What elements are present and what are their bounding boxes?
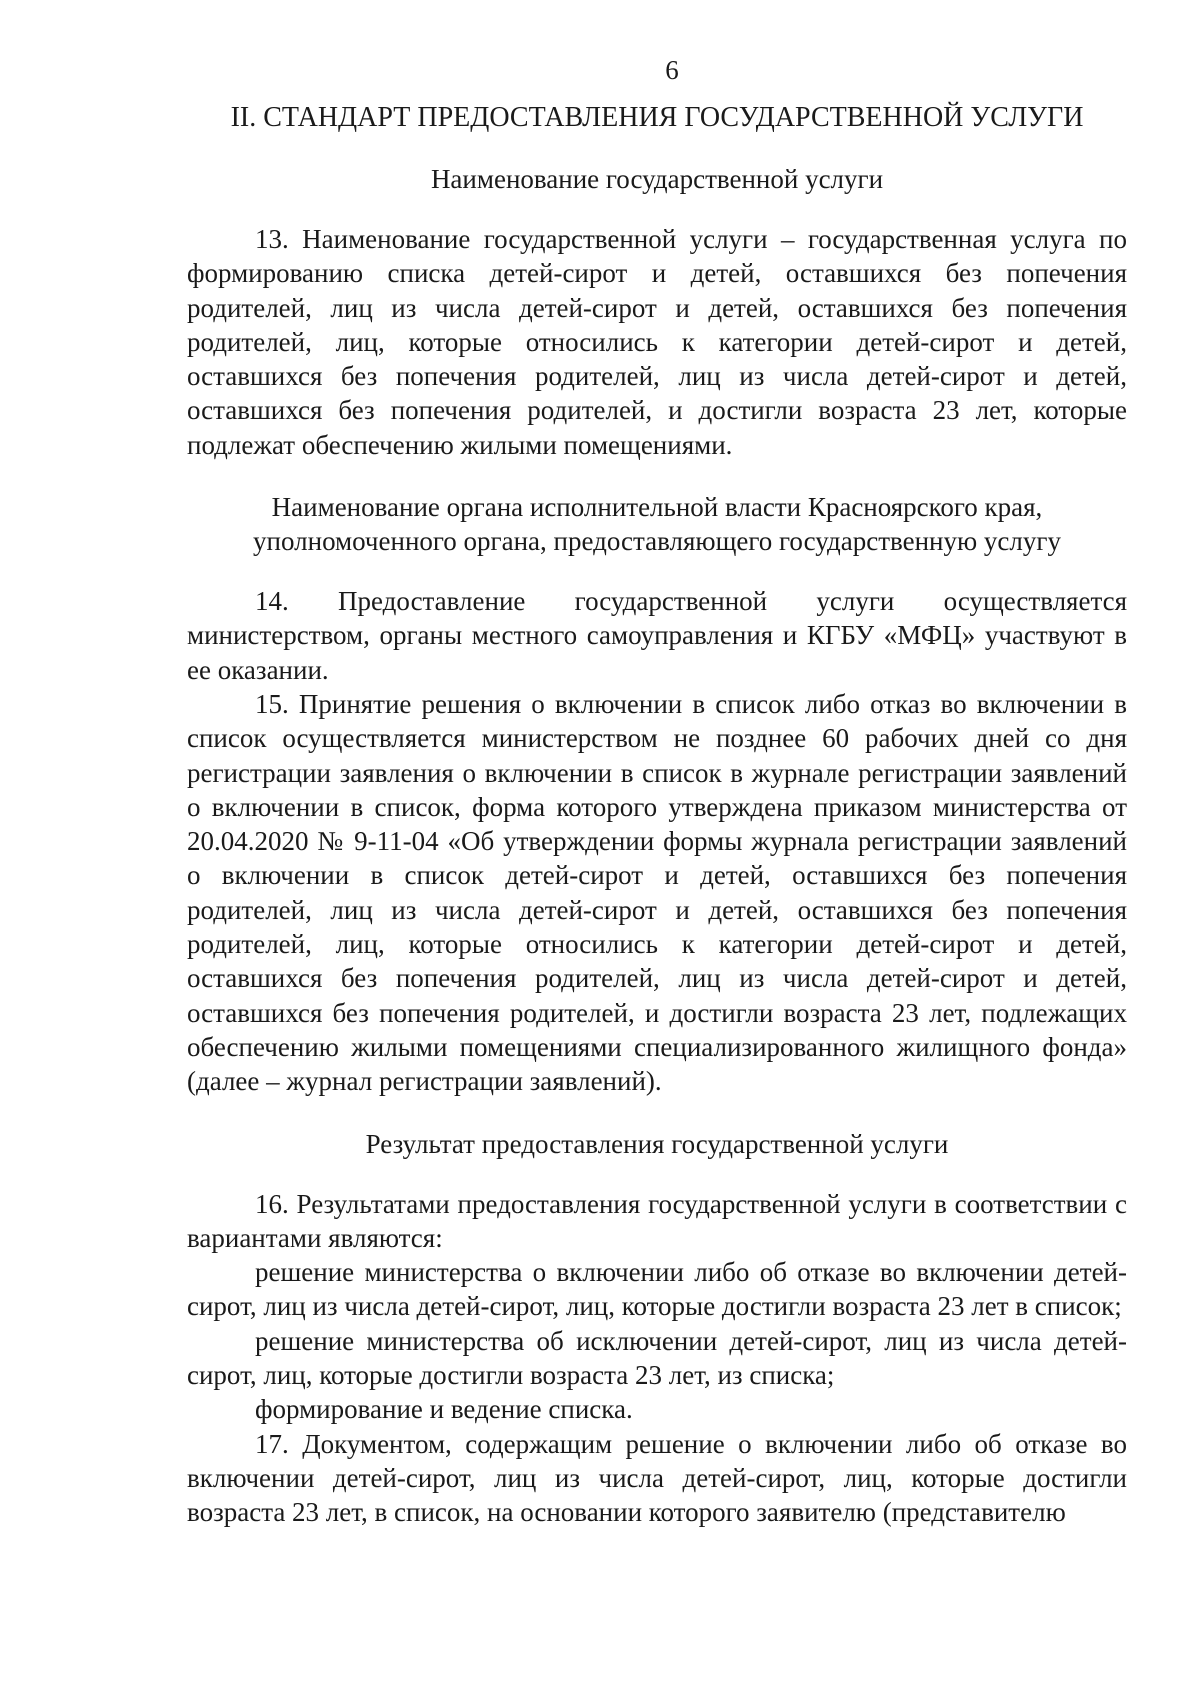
heading-authority-line1: Наименование органа исполнительной власти Красноярского края, xyxy=(271,492,1043,523)
heading-authority-line2: уполномоченного органа, предоставляющего государственную услугу xyxy=(253,526,1061,557)
paragraph-16: 16. Результатами предоставления государственной услуги в соответствии с вариантами являются: xyxy=(187,1188,1127,1253)
page-number: 6 xyxy=(665,55,679,85)
heading-result: Результат предоставления государственной услуги xyxy=(365,1128,949,1159)
paragraph-17: 17. Документом, содержащим решение о включении либо об отказе во включении детей-сирот, лиц из числа детей-сирот, лиц, которые достигли возраста 23 лет, в список, на основании которого заявителю (представителю xyxy=(187,1428,1127,1528)
paragraph-16-item-2: решение министерства об исключении детей-сирот, лиц из числа детей-сирот, лиц, которые достигли возраста 23 лет, из списка; xyxy=(187,1325,1127,1391)
paragraph-14: 14. Предоставление государственной услуги осуществляется министерством, органы местного самоуправления и КГБУ «МФЦ» участвуют в ее оказании. xyxy=(187,586,1127,685)
heading-authority xyxy=(187,490,1127,558)
paragraph-13: 13. Наименование государственной услуги – государственная услуга по формированию списка детей-сирот и детей, оставшихся без попечения родителей, лиц из числа детей-сирот и детей, оставшихся без попечения родителей, лиц, которые относились к категории детей-сирот и детей, оставшихся без попечения родителей, лиц из числа детей-сирот и детей, оставшихся без попечения родителей, и достигли возраста 23 лет, которые подлежат обеспечению жилыми помещениями. xyxy=(187,224,1127,460)
paragraph-16-item-3: формирование и ведение списка. xyxy=(255,1394,633,1425)
paragraph-16-item-1: решение министерства о включении либо об отказе во включении детей-сирот, лиц из числа детей-сирот, лиц, которые достигли возраста 23 лет в список; xyxy=(187,1257,1127,1322)
document-page xyxy=(187,52,1127,1530)
section-title: II. СТАНДАРТ ПРЕДОСТАВЛЕНИЯ ГОСУДАРСТВЕННОЙ УСЛУГИ xyxy=(230,102,1084,133)
heading-service-name: Наименование государственной услуги xyxy=(430,164,884,194)
paragraph-15: 15. Принятие решения о включении в список либо отказ во включении в список осуществляется министерством не позднее 60 рабочих дней со дня регистрации заявления о включении в список в журнале регистрации заявлений о включении в список, форма которого утверждена приказом министерства от 20.04.2020 № 9-11-04 «Об утверждении формы журнала регистрации заявлений о включении в список детей-сирот и детей, оставшихся без попечения родителей, лиц из числа детей-сирот и детей, оставшихся без попечения родителей, лиц, которые относились к категории детей-сирот и детей, оставшихся без попечения родителей, лиц из числа детей-сирот и детей, оставшихся без попечения родителей, и достигли возраста 23 лет, подлежащих обеспечению жилыми помещениями специализированного жилищного фонда» (далее – журнал регистрации заявлений). xyxy=(187,688,1127,1097)
